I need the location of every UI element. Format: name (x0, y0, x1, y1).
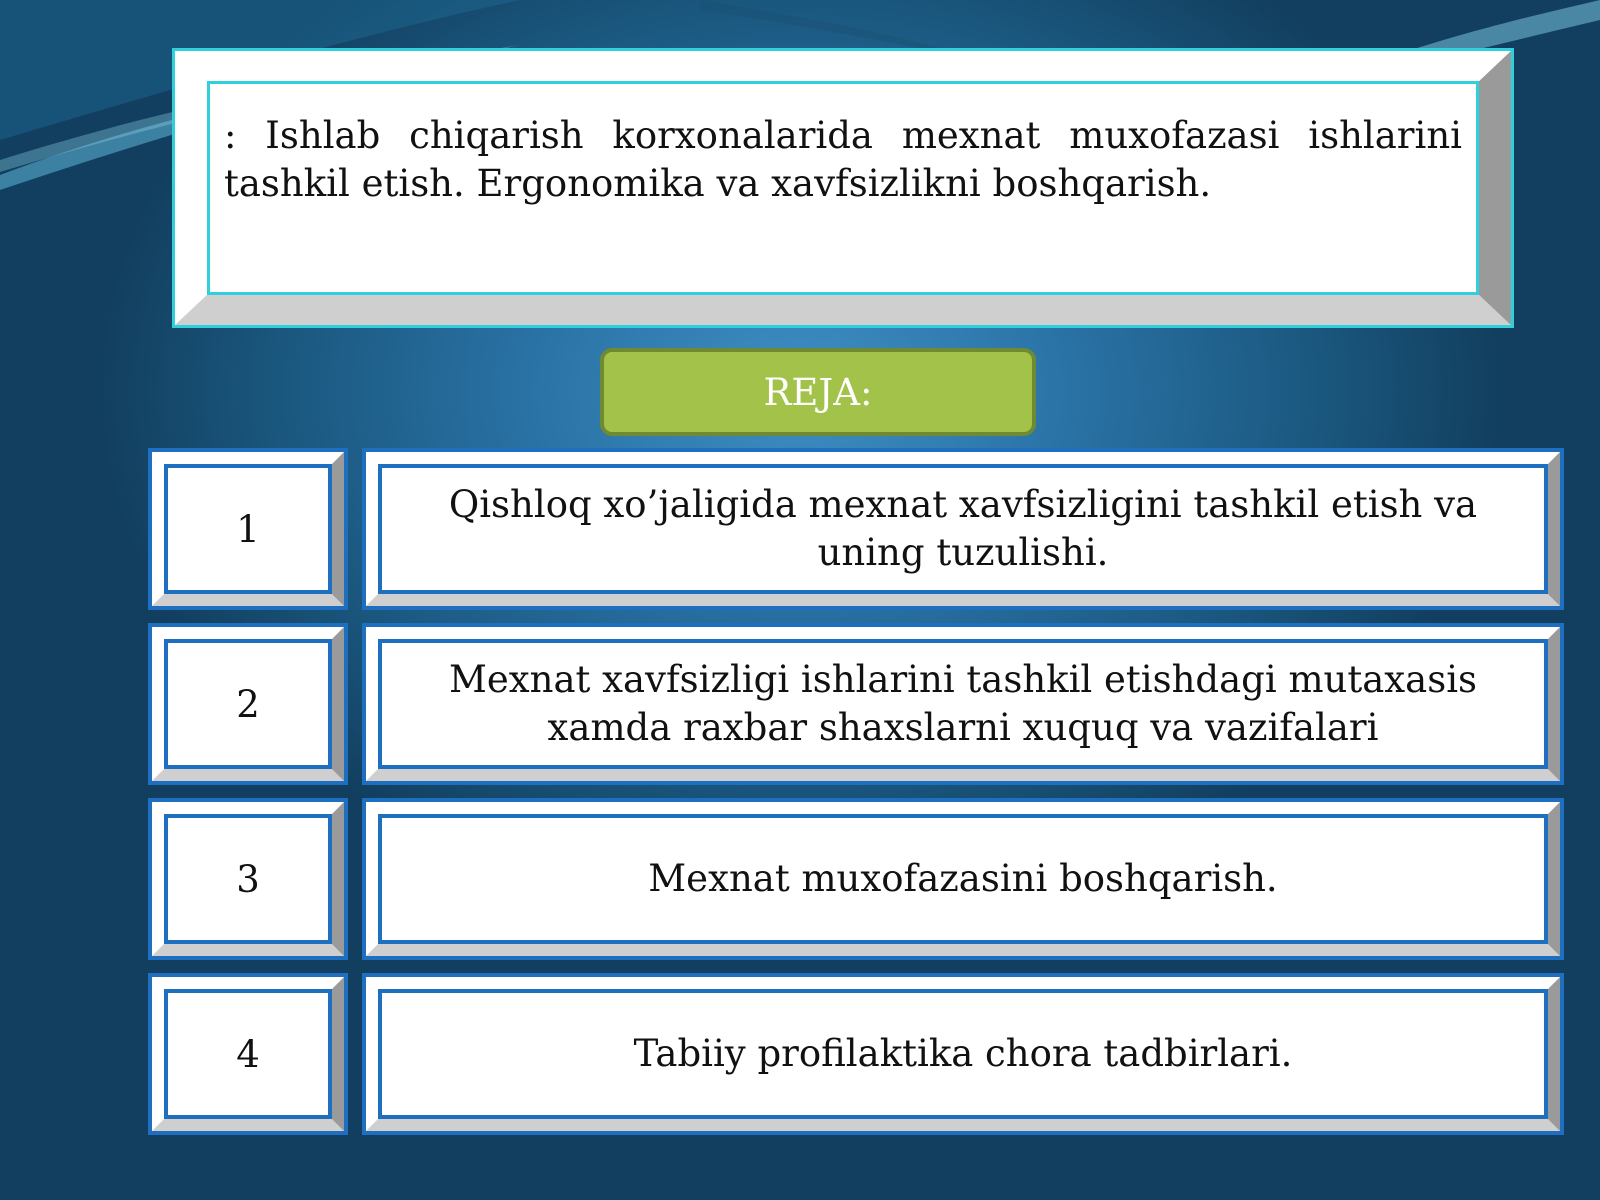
item-1-text: Qishloq xo’jaligida mexnat xavfsizligini tashkil etish va uning tuzulishi. (448, 483, 1478, 574)
item-4-text-panel (382, 993, 1544, 1115)
item-2-text-frame (364, 625, 1562, 783)
item-3-number-panel (168, 818, 328, 940)
item-2-number-panel (168, 643, 328, 765)
item-1-text-panel (382, 468, 1544, 590)
item-4-number: 4 (236, 1032, 260, 1076)
item-2-number-frame (150, 625, 346, 783)
reja-label-box (600, 348, 1036, 436)
item-2-text: Mexnat xavfsizligi ishlarini tashkil etishdagi mutaxasis xamda raxbar shaxslarni xuquq va vazifalari (448, 658, 1478, 749)
item-3-text-frame (364, 800, 1562, 958)
slide-title: : Ishlab chiqarish korxonalarida mexnat muxofazasi ishlarini tashkil etish. Ergonomika va xavfsizlikni boshqarish. (224, 114, 1462, 205)
reja-label: REJA: (763, 370, 873, 414)
item-3-text-panel (382, 818, 1544, 940)
item-4-text: Tabiiy profilaktika chora tadbirlari. (633, 1032, 1293, 1075)
item-3-number: 3 (236, 857, 260, 901)
title-frame (174, 50, 1512, 326)
item-3-text: Mexnat muxofazasini boshqarish. (648, 857, 1278, 900)
title-panel (210, 84, 1476, 292)
item-1-number: 1 (236, 507, 260, 551)
item-4-number-panel (168, 993, 328, 1115)
item-1-number-panel (168, 468, 328, 590)
item-1-number-frame (150, 450, 346, 608)
item-4-number-frame (150, 975, 346, 1133)
item-4-text-frame (364, 975, 1562, 1133)
item-1-text-frame (364, 450, 1562, 608)
item-2-text-panel (382, 643, 1544, 765)
item-3-number-frame (150, 800, 346, 958)
item-2-number: 2 (236, 682, 260, 726)
